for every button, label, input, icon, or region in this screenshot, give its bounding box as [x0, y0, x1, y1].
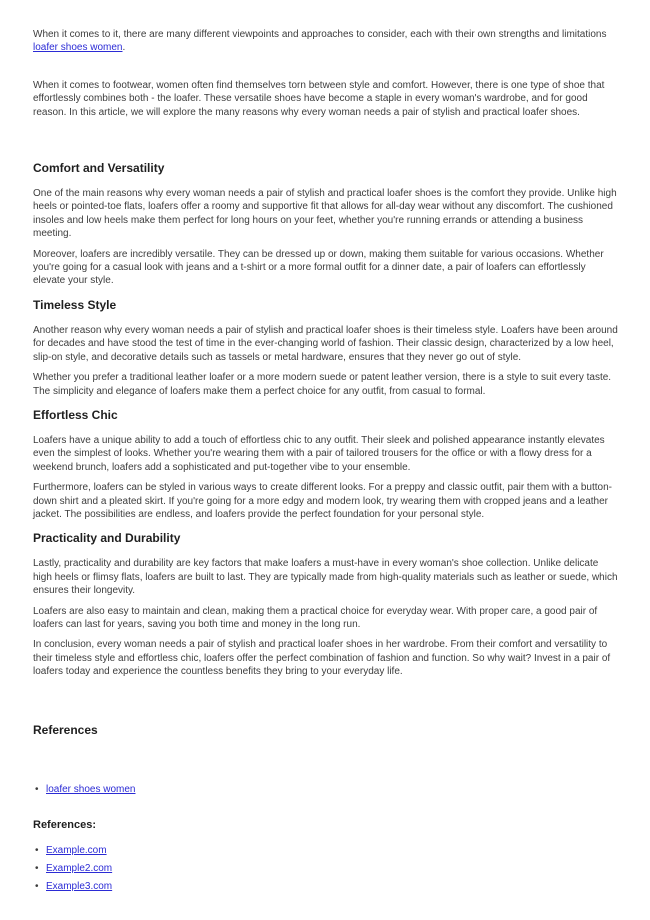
reference-link-example1[interactable]: Example.com — [46, 844, 107, 856]
list-item — [35, 860, 618, 878]
reference-link-example2[interactable]: Example2.com — [46, 862, 113, 874]
reference-link-loafer-shoes-women[interactable]: loafer shoes women — [46, 783, 136, 795]
heading-effortless-chic: Effortless Chic — [33, 407, 118, 422]
paragraph-comfort-2: Moreover, loafers are incredibly versatile. They can be dressed up or down, making them suitable for various occasions. Whether you're going for a casual look with jeans and a t-shirt or a more formal outfit for a dinner date, a pair of loafers can effortlessly elevate your style. — [33, 248, 604, 287]
references-external-list — [33, 842, 618, 896]
paragraph-chic-2: Furthermore, loafers can be styled in various ways to create different looks. For a preppy and classic outfit, pair them with a button-down shirt and a pleated skirt. If you're going for a more edgy and modern look, try wearing them with cropped jeans and a leather jacket. The possibilities are endless, and loafers provide the perfect foundation for your personal style. — [33, 482, 612, 520]
intro-text: When it comes to it, there are many different viewpoints and approaches to consider, each with their own strengths and limitations — [33, 29, 607, 40]
paragraph-chic-1: Loafers have a unique ability to add a touch of effortless chic to any outfit. Their sleek and polished appearance instantly elevates even the simplest of looks. Whether you're wearing them with a pair of tailored trousers for the office or with a flowy dress for a weekend brunch, loafers add a sophisticated and put-together vibe to your ensemble. — [33, 434, 605, 473]
list-item — [35, 781, 618, 799]
bullet-icon: • — [35, 880, 39, 892]
list-item — [35, 878, 618, 896]
list-item — [35, 842, 618, 860]
reference-link-example3[interactable]: Example3.com — [46, 880, 113, 892]
heading-practicality-and-durability: Practicality and Durability — [33, 531, 181, 546]
bullet-icon: • — [35, 844, 39, 856]
heading-comfort-and-versatility: Comfort and Versatility — [33, 161, 165, 176]
paragraph-comfort-1: One of the main reasons why every woman needs a pair of stylish and practical loafer shoes is the comfort they provide. Unlike high heels or pointed-toe flats, loafers offer a roomy and supportive fit that allows for all-day wear without any discomfort. The cushioned insoles and low heels make them perfect for long hours on your feet, whether you're running errands or attending a business meeting. — [33, 188, 617, 240]
paragraph-practicality-1: Lastly, practicality and durability are key factors that make loafers a must-have in every woman's shoe collection. Unlike delicate high heels or flimsy flats, loafers are built to last. They are typically made from high-quality materials such as leather or suede, which ensures their longevity. — [33, 558, 618, 597]
heading-references: References — [33, 722, 98, 737]
paragraph-timeless-1: Another reason why every woman needs a pair of stylish and practical loafer shoes is their timeless style. Loafers have been around for decades and have stood the test of time in the ever-changing world of fashion. Their classic design, characterized by a low heel, slip-on style, and decorative details such as tassels or metal hardware, ensures that they never go out of style. — [33, 324, 618, 363]
intro-keyword-link[interactable]: loafer shoes women — [33, 42, 123, 54]
references-label: References: — [33, 818, 96, 831]
paragraph-conclusion: In conclusion, every woman needs a pair of stylish and practical loafer shoes in her wardrobe. From their comfort and versatility to their timeless style and effortless chic, loafers offer the perfect combination of fashion and function. So why wait? Invest in a pair of loafers today and experience the countless benefits they bring to your everyday life. — [33, 639, 611, 678]
references-primary-list — [33, 781, 618, 799]
lead-paragraph: When it comes to footwear, women often find themselves torn between style and comfort. However, there is one type of shoe that effortlessly combines both - the loafer. These versatile shoes have become a staple in every woman's wardrobe, and for good reason. In this article, we will explore the many reasons why every woman needs a pair of stylish and practical loafer shoes. — [33, 79, 605, 118]
intro-paragraph — [33, 28, 618, 55]
heading-timeless-style: Timeless Style — [33, 297, 117, 312]
intro-period: . — [122, 42, 126, 54]
bullet-icon: • — [35, 783, 39, 795]
paragraph-practicality-2: Loafers are also easy to maintain and clean, making them a practical choice for everyday wear. With proper care, a good pair of loafers can last for years, saving you both time and money in the long run. — [33, 605, 598, 630]
bullet-icon: • — [35, 862, 39, 874]
paragraph-timeless-2: Whether you prefer a traditional leather loafer or a more modern suede or patent leather version, there is a style to suit every taste. The simplicity and elegance of loafers make them a perfect choice for any outfit, from casual to formal. — [33, 372, 612, 397]
